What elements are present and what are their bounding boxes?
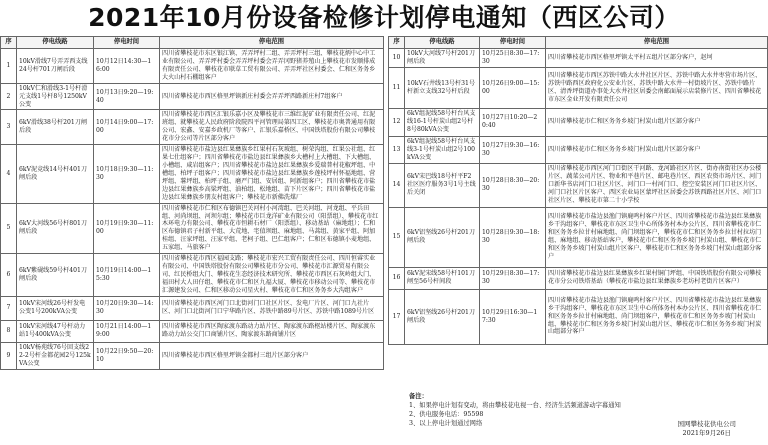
table-row [1,296,384,320]
row-time: 10月18日9:30—11:30 [94,145,160,203]
row-number: 2 [1,83,17,110]
table-row [1,320,384,342]
table-row [1,203,384,254]
row-number: 12 [389,108,405,136]
table-row [389,67,768,108]
table-row [389,267,768,289]
row-area: 四川省攀枝花市西区格里坪镇金都村三组片区部分客户 [160,342,384,369]
table-row [389,136,768,163]
right-table-container [388,36,768,345]
row-time: 10月14日9:00—17:00 [94,110,160,145]
row-area: 四川省攀枝花市盐边县渔门镇鹿鸣村客户片区、四川省攀枝花市盐边县红果彝族乡干沟组客户、攀枝花市东区卫生中心所体务村本办公片区、四川省攀枝花市仁和区务务乡拉甘村麻地组、尚门坝组客户，攀枝花市仁和区务务乡坡门村炭山组、攀枝花市仁和区务务乡坡门村炭山组片区、攀枝花市仁和区务务乡坡门村炭山组部分客户 [546,289,768,344]
note-item: 2、供电服务电话：95598 [409,411,484,419]
row-line: 6kV滑线38号杆201刀闸后段 [17,110,94,145]
col-header-line: 停电线路 [17,37,94,49]
col-header-time: 停电时间 [480,37,546,49]
row-area: 四川省攀枝花市西区格里坪镇新庄村委会弄弄坪西路新庄村7组客户 [160,83,384,110]
left-table-container [0,36,384,370]
row-time: 10月19日9:30—11:00 [94,203,160,254]
table-row [389,207,768,267]
row-time: 10月27日10:20—20:40 [480,108,546,136]
row-line: 10kV宋河线26号杆发电公变1号200kVA公变 [17,296,94,320]
table-row [1,254,384,297]
note-item: 1、如果停电计划有变动，将由攀枝花电视一台、经济生活频道游动字幕通知 [409,402,621,410]
row-time: 10月27日9:30—16:30 [480,136,546,163]
row-time: 10月21日14:00—19:00 [94,320,160,342]
row-line: 10kV宋河线47号杆动力站1号400kVA公变 [17,320,94,342]
table-row [1,83,384,110]
row-number: 10 [389,49,405,68]
col-header-area: 停电范围 [160,37,384,49]
row-number: 14 [389,163,405,207]
row-time: 10月28日9:30—18:30 [480,207,546,267]
row-line: 10kV石井线13号杆31号杆新立支线32号杆后段 [405,67,480,108]
row-line: 10kV大河线7号杆201刀闸后段 [405,49,480,68]
row-number: 4 [1,145,17,203]
row-number: 16 [389,267,405,289]
outage-table-left [0,36,384,370]
row-number: 13 [389,136,405,163]
row-area: 四川省攀枝花市盐边县红果彝族乡红果村铜门坪组、中国铁塔股份有限公司攀枝花市分公司铁塔基站（攀枝花市盐边县红果彝族乡老坊村老街片区客户） [546,267,768,289]
table-row [389,108,768,136]
row-number: 7 [1,296,17,320]
table-header-row [389,37,768,49]
row-area: 四川省攀枝花市仁和区务务乡坡门村炭山组片区部分客户 [546,136,768,163]
row-number: 17 [389,289,405,344]
notes-title: 备注： [409,393,428,400]
row-time: 10月25日8:30—17:30 [480,49,546,68]
row-number: 1 [1,49,17,84]
table-row [389,289,768,344]
row-line: 6kV大河线56号杆801刀闸后段 [17,203,94,254]
row-area: 四川省攀枝花市仁和区布德镇巴关河村小河湾组、巴关河组、河龙组、平兵田组、河尚坝组、河坝尔组；攀枝花市巨龙洋矿业有限公司（阳票组）、攀枝花市红木环电力有限公司、攀枝花市恒耕石材厂（阳票组）、移动基站（麻地组）；仁和区布德镇君子村新平组、大荒地、宅值坝组、麻地组、马蒿组、黄家平组、阿加桂组、汪家坪组、汪家平组、老柯子组、巴仁组客户；仁和区布德镇小麦地组、五家组、马旅客户 [160,203,384,254]
row-area: 四川省攀枝花市西区福园支路；攀枝花市宏兴工贸有限责任公司、四川恒睿实业有限公司、中国铁塔股份有限公司攀枝花市分公司、攀枝花市汇源贸易有限公司、红民桥组大门、攀枝花生态经济技术研究所、攀枝花市西区石灰岭组大门、福田村大人田仔组、攀枝花市仁和区九福大厦、攀枝花市移动公司等、攀枝花市汇源建发公司、仁和区移动公司星火村、攀枝花市仁和区务务乡大沟组客户 [160,254,384,297]
row-time: 10月29日8:30—17:30 [480,267,546,289]
row-time: 10月20日9:30—14:30 [94,296,160,320]
row-number: 11 [389,67,405,108]
row-number: 5 [1,203,17,254]
table-row [1,110,384,145]
row-area: 四川省攀枝花市西区陶家渡东路动力站片区、陶家渡东路枢站楼片区、陶家渡东路动力站公交门口商铺片区、陶家渡东路商铺片区 [160,320,384,342]
row-time: 10月13日9:20—19:40 [94,83,160,110]
page-title: 2021年10月份设备检修计划停电通知（西区公司） [88,3,680,32]
table-row [1,342,384,369]
outage-table-right [388,36,768,345]
notes-section [409,392,669,429]
row-time: 10月29日16:30—17:30 [480,289,546,344]
row-time: 10月19日14:00—15:30 [94,254,160,297]
row-number: 8 [1,320,17,342]
row-area: 四川省攀枝花市西区河门口北街河门口社区片区、发电厂片区、河门口九社片区、河门口北街河门口宁华路片区、苏铁中路89号片区、苏铁中路1089号片区 [160,296,384,320]
row-time: 10月12日14:30—16:00 [94,49,160,84]
row-area: 四川省攀枝花市西区河门口街区干河路、龙河路社区片区、街办南街社区办公楼片区、蔬菜公司片区、物业和平巷片区、邮电巷片区、西区农资市场片区、河门口新华书店河门口社区片区、河门口一村河门口、控空安装区河门口社区片区、河门口社区片区客户、西区农业局区蒙坪社区居委会苏铁西路社区片区、河门口社区片区、攀枝花市第二十小学校 [546,163,768,207]
row-number: 3 [1,110,17,145]
row-area: 四川省攀枝花市盐边县红果彝族乡红果村石灰坡组、树荣沟组、红果公社组、红果七仕组客户；四川省攀枝花市盐边县红果彝族乡大槽村上大槽组、下大槽组、小槽组、咸岩组客户；四川省攀枝花市盐边县红果彝族乡爱瑞普村花椒坪组、中槽组、柏坪子组客户；四川省攀枝花市盐边县红果彝族乡莲枝坪村怀福地组、营坪组、薯坪组、柏坪子组、磨严门组、安居组、阿新组客户；四川省攀枝花市盐边县红果彝族乡高粱坪组、油柏组、松地组、苗下片区客户；四川省攀枝花市盐边县红果彝族乡朋友村组客户；攀枝花市新佛洗煤厂 [160,145,384,203]
note-item: 3、以上停电计划通过网络 [409,420,483,428]
row-line: 10kV杨苑线76号回支线22-2号杆金都花园2号125kVA公变 [17,342,94,369]
row-line: 6kV紫砚线59号杆401刀闸后段 [17,254,94,297]
signature-date: 2021年9月26日 [682,429,731,438]
row-line: 10kV仁和滑线3-1号杆滑元支线1号杆8号1250kV公变 [17,83,94,110]
row-time: 10月28日8:30—20:30 [480,163,546,207]
row-time: 10月22日9:50—20:10 [94,342,160,369]
row-line: 6kV泥竞线14号杆401刀闸后段 [17,145,94,203]
row-number: 9 [1,342,17,369]
table-row [389,49,768,68]
row-line: 6kV铝坚线26号杆201刀闸后段 [405,207,480,267]
row-line: 6kV泥宋线58号杆101刀闸至56号杆间段 [405,267,480,289]
row-area: 四川省攀枝花市盐边县渔门镇鹿鸣村客户片区、四川省攀枝花市盐边县红果彝族乡干沟组客户、攀枝花市东区卫生中心所体务村本办公片区、四川省攀枝花市仁和区务务乡拉甘村麻地组、尚门坝组客户，攀枝花市仁和区务务乡拉甘村拉坊门组、麻地组、移动基站客户，攀枝花市仁和区务务乡坡门村炭山组、攀枝花市仁和区务务乡坡门村炭山组片区客户、攀枝花市仁和区务务乡坡门村炭山组部分客户 [546,207,768,267]
col-header-no: 序 [1,37,17,49]
signature-org: 国网攀枝花供电公司 [677,420,736,428]
col-header-time: 停电时间 [94,37,160,49]
row-number: 15 [389,207,405,267]
table-row [1,49,384,84]
table-header-row [1,37,384,49]
row-line: 10kV滑线7号弄弄西支线24号杆701刀闸后段 [17,49,94,84]
row-line: 6kV组泥线58号杆台风支线3-1号杆炭山组2号100kVA公变 [405,136,480,163]
col-header-no: 序 [389,37,405,49]
row-area: 四川省攀枝花市东区银江镇、弄弄坪村二组、弄弄坪村三组、攀枝花炳中心中工业有限公司、弄弄坪村委会弄弄坪村委会弄弄冈野猪养殖山上攀枝花市发顺排成有限责任公司、攀枝花市联草工贸有限公司、弄弄坪社区村委会、仁和区务务乡大火山村石棚组客户 [160,49,384,84]
row-line: 6kV组泥线58号杆台风支线16-1号杆炭山组2号杆8号80kVA公变 [405,108,480,136]
row-time: 10月26日9:00—15:00 [480,67,546,108]
row-area: 四川省攀枝花市西区汇银乐嘉小区及攀枝花市三维红泥矿业有限责任公司、红泥班组、就攀枝花人民政府阶段院四平河管理局第四工区、攀枝花市奥普通用有限公司、宏鑫、安嘉乡政机厂等客户、汇银乐嘉桥区、中国铁塔股份有限公司攀枝花市分公司等片区部分客户 [160,110,384,145]
col-header-line: 停电线路 [405,37,480,49]
col-header-area: 停电范围 [546,37,768,49]
table-row [1,145,384,203]
table-row [389,163,768,207]
row-number: 6 [1,254,17,297]
row-area: 四川省攀枝花市西区苏铁中路大水井社区片区、苏铁中路大水井枣营市场片区、苏铁中路西区政府化公安业片区、苏铁中路大水井一村街坡片区、苏铁中路片区、清香坪街道办事处大水井社区居委会南邮面展示店装修片区、四川省攀枝花市东区金业开发有限责任公司 [546,67,768,108]
row-area: 四川省攀枝花市西区格里坪镇太平村五组片区部分客户，赵坷 [546,49,768,68]
row-line: 6kV铝坚线26号杆201刀闸后段 [405,289,480,344]
signature-block [678,420,737,439]
row-area: 四川省攀枝花市仁和区务务乡坡门村炭山组片区部分客户 [546,108,768,136]
row-line: 6kV宋巴线18号杆平F2社区医疗服务3号1号主线后关闭 [405,163,480,207]
